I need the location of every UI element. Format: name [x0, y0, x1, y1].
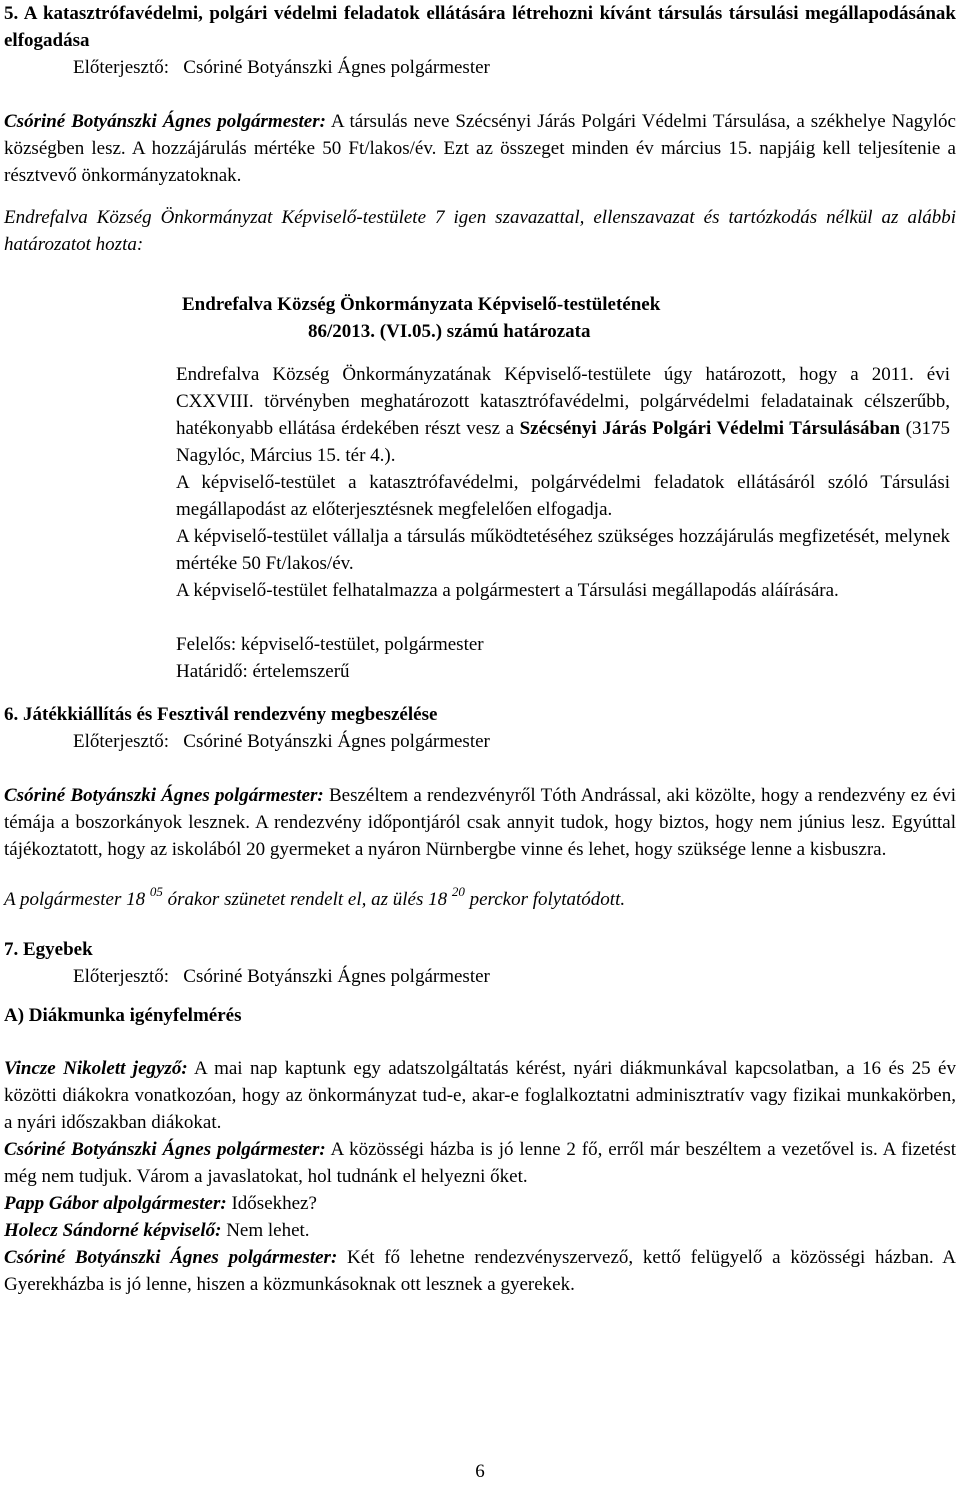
dialogue-line: Holecz Sándorné képviselő: Nem lehet.	[4, 1220, 310, 1241]
resolution-text: A képviselő-testület felhatalmazza a polgármestert a Társulási megállapodás aláírására.	[176, 580, 839, 601]
resolution-title: Endrefalva Község Önkormányzata Képviselő-testületének	[182, 294, 661, 315]
section-6-speech: Csóriné Botyánszki Ágnes polgármester: Beszéltem a rendezvényről Tóth Andrással, aki közölte, hogy a rendezvény ez évi témája a boszorkányok lesznek. A rendezvény időpontjáról csak annyit tudok, hogy biztos, hogy nem június lesz. Egyúttal tájékoztatott, hogy az iskolából 20 gyermeket a nyáron Nürnbergbe vinne és lehet, hogy szüksége lenne a kisbuszra.	[4, 785, 956, 860]
dialogue-line: Vincze Nikolett jegyző: A mai nap kaptunk egy adatszolgáltatás kérést, nyári diákmunkával kapcsolatban, a 16 és 25 év közötti diákokra vonatkozóan, hogy az önkormányzat tud-e, akar-e foglalkoztatni adminisztratív vagy fizikai munkakörben, a nyári időszakban diákokat.	[4, 1058, 956, 1133]
subsection-heading: A) Diákmunka igényfelmérés	[4, 1005, 242, 1026]
speaker-name: Holecz Sándorné képviselő:	[4, 1220, 222, 1241]
section-7-heading: 7. Egyebek	[4, 939, 93, 960]
speaker-name: Papp Gábor alpolgármester:	[4, 1193, 227, 1214]
section-5-presenter: Előterjesztő: Csóriné Botyánszki Ágnes polgármester	[73, 57, 490, 78]
speaker-name: Csóriné Botyánszki Ágnes polgármester:	[4, 1139, 326, 1160]
section-number: 5.	[4, 3, 19, 24]
resolution-text: Endrefalva Község Önkormányzatának Képviselő-testülete úgy határozott, hogy a 2011. évi CXXVIII. törvényben meghatározott katasztrófavédelmi, polgárvédelmi feladatainak célszerűbb, hatékonyabb ellátása érdekében részt vesz a Szécsényi Járás Polgári Védelmi Társulásában (3175 Nagylóc, Március 15. tér 4.).	[176, 364, 950, 466]
responsible: Felelős: képviselő-testület, polgármester	[176, 634, 484, 655]
vote-statement: Endrefalva Község Önkormányzat Képviselő-testülete 7 igen szavazattal, ellenszavazat és tartózkodás nélkül az alábbi határozatot hozta:	[4, 207, 956, 255]
speaker-name: Csóriné Botyánszki Ágnes polgármester:	[4, 111, 326, 132]
resolution-number: 86/2013. (VI.05.) számú határozata	[308, 321, 591, 342]
section-6-presenter: Előterjesztő: Csóriné Botyánszki Ágnes polgármester	[73, 731, 490, 752]
resolution-text: A képviselő-testület a katasztrófavédelmi, polgárvédelmi feladatok ellátásáról szóló Társulási megállapodást az előterjesztésnek megfelelően elfogadja.	[176, 472, 950, 520]
section-7-presenter: Előterjesztő: Csóriné Botyánszki Ágnes polgármester	[73, 966, 490, 987]
section-6-heading: 6. Játékkiállítás és Fesztivál rendezvény megbeszélése	[4, 704, 438, 725]
section-5-heading	[4, 0, 956, 54]
dialogue-line: Csóriné Botyánszki Ágnes polgármester: A közösségi házba is jó lenne 2 fő, erről már beszéltem a vezetővel is. A fizetést még nem tudjuk. Várom a javaslatokat, hol tudnánk el helyezni őket.	[4, 1139, 956, 1187]
dialogue-line: Csóriné Botyánszki Ágnes polgármester: Két fő lehetne rendezvényszervező, kettő felügyelő a közösségi házban. A Gyerekházba is jó lenne, hiszen a közmunkásoknak ott lesznek a gyerekek.	[4, 1247, 956, 1295]
break-note: A polgármester 18 $^{05}$ órakor szünetet rendelt el, az ülés 18 $^{20}$ perckor folytatódott.	[4, 883, 626, 910]
section-5-speech: Csóriné Botyánszki Ágnes polgármester: A társulás neve Szécsényi Járás Polgári Védelmi Társulása, a székhelye Nagylóc községben lesz. A hozzájárulás mértéke 50 Ft/lakos/év. Ezt az összeget minden év március 15. napjáig kell teljesítenie a résztvevő önkormányzatoknak.	[4, 111, 956, 186]
speaker-name: Csóriné Botyánszki Ágnes polgármester:	[4, 785, 324, 806]
deadline: Határidő: értelemszerű	[176, 661, 350, 682]
dialogue-line: Papp Gábor alpolgármester: Idősekhez?	[4, 1193, 317, 1214]
speaker-name: Csóriné Botyánszki Ágnes polgármester:	[4, 1247, 338, 1268]
page-number: 6	[475, 1461, 485, 1482]
section-title: A katasztrófavédelmi, polgári védelmi feladatok ellátására létrehozni kívánt társulás társulási megállapodásának elfogadása	[4, 3, 956, 51]
speaker-name: Vincze Nikolett jegyző:	[4, 1058, 188, 1079]
resolution-text: A képviselő-testület vállalja a társulás működtetéséhez szükséges hozzájárulás megfizetését, melynek mértéke 50 Ft/lakos/év.	[176, 526, 950, 574]
